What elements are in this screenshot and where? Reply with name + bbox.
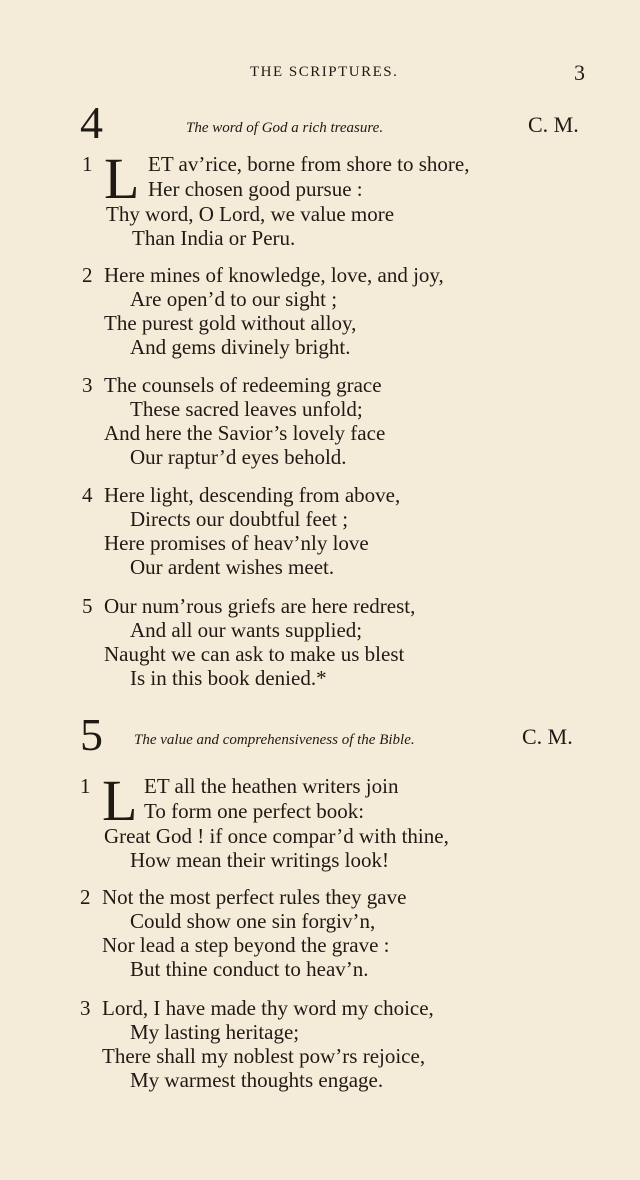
verse-line: Lord, I have made thy word my choice, bbox=[102, 996, 434, 1020]
verse-line: Naught we can ask to make us blest bbox=[104, 642, 405, 666]
stanza-number: 1 bbox=[82, 152, 93, 176]
verse-line: Thy word, O Lord, we value more bbox=[106, 202, 395, 226]
hymn-5-heading bbox=[0, 709, 640, 762]
stanza-number: 4 bbox=[82, 483, 93, 507]
verse-line: Is in this book denied.* bbox=[130, 666, 327, 690]
page-number: 3 bbox=[574, 60, 585, 85]
hymn-subject: The value and comprehensiveness of the Bible. bbox=[134, 732, 415, 748]
hymn-number: 4 bbox=[80, 97, 103, 148]
hymn-subject: The word of God a rich treasure. bbox=[186, 120, 384, 136]
running-title: THE SCRIPTURES. bbox=[250, 64, 399, 80]
running-head bbox=[0, 62, 640, 86]
verse-line: Are open’d to our sight ; bbox=[130, 287, 338, 311]
verse-line: My warmest thoughts engage. bbox=[130, 1068, 384, 1092]
stanza-number: 2 bbox=[82, 263, 93, 287]
verse-line: Great God ! if once compar’d with thine, bbox=[104, 824, 449, 848]
stanza-number: 3 bbox=[82, 373, 93, 397]
stanza-number: 1 bbox=[80, 774, 91, 798]
verse-line: But thine conduct to heav’n. bbox=[130, 957, 369, 981]
verse-line: Here light, descending from above, bbox=[104, 483, 401, 507]
verse-line: Our ardent wishes meet. bbox=[130, 555, 335, 579]
verse-line: These sacred leaves unfold; bbox=[130, 397, 363, 421]
hymn-meter: C. M. bbox=[528, 112, 579, 137]
verse-line: Her chosen good pursue : bbox=[148, 177, 363, 201]
verse-line: Nor lead a step beyond the grave : bbox=[102, 933, 390, 957]
verse-line: There shall my noblest pow’rs rejoice, bbox=[102, 1044, 426, 1068]
stanza-number: 5 bbox=[82, 594, 93, 618]
verse-line: Our raptur’d eyes behold. bbox=[130, 445, 347, 469]
verse-line: ET all the heathen writers join bbox=[144, 774, 399, 798]
verse-line: And gems divinely bright. bbox=[130, 335, 351, 359]
drop-cap: L bbox=[104, 146, 140, 211]
drop-cap: L bbox=[102, 768, 138, 833]
hymn-meter: C. M. bbox=[522, 724, 573, 749]
verse-line: To form one perfect book: bbox=[144, 799, 365, 823]
verse-line: The purest gold without alloy, bbox=[104, 311, 357, 335]
verse-line: My lasting heritage; bbox=[130, 1020, 300, 1044]
verse-line: Here promises of heav’nly love bbox=[104, 531, 369, 555]
verse-line: And all our wants supplied; bbox=[130, 618, 363, 642]
hymn-number: 5 bbox=[80, 709, 103, 760]
verse-line: Not the most perfect rules they gave bbox=[102, 885, 407, 909]
verse-line: Directs our doubtful feet ; bbox=[130, 507, 349, 531]
verse-line: And here the Savior’s lovely face bbox=[104, 421, 386, 445]
verse-line: Than India or Peru. bbox=[132, 226, 296, 250]
verse-line: ET av’rice, borne from shore to shore, bbox=[148, 152, 470, 176]
stanza-number: 2 bbox=[80, 885, 91, 909]
hymn-4-heading bbox=[0, 97, 640, 150]
stanza-number: 3 bbox=[80, 996, 91, 1020]
verse-line: How mean their writings look! bbox=[130, 848, 389, 872]
verse-line: Here mines of knowledge, love, and joy, bbox=[104, 263, 444, 287]
verse-line: Could show one sin forgiv’n, bbox=[130, 909, 376, 933]
verse-line: The counsels of redeeming grace bbox=[104, 373, 382, 397]
verse-line: Our num’rous griefs are here redrest, bbox=[104, 594, 416, 618]
